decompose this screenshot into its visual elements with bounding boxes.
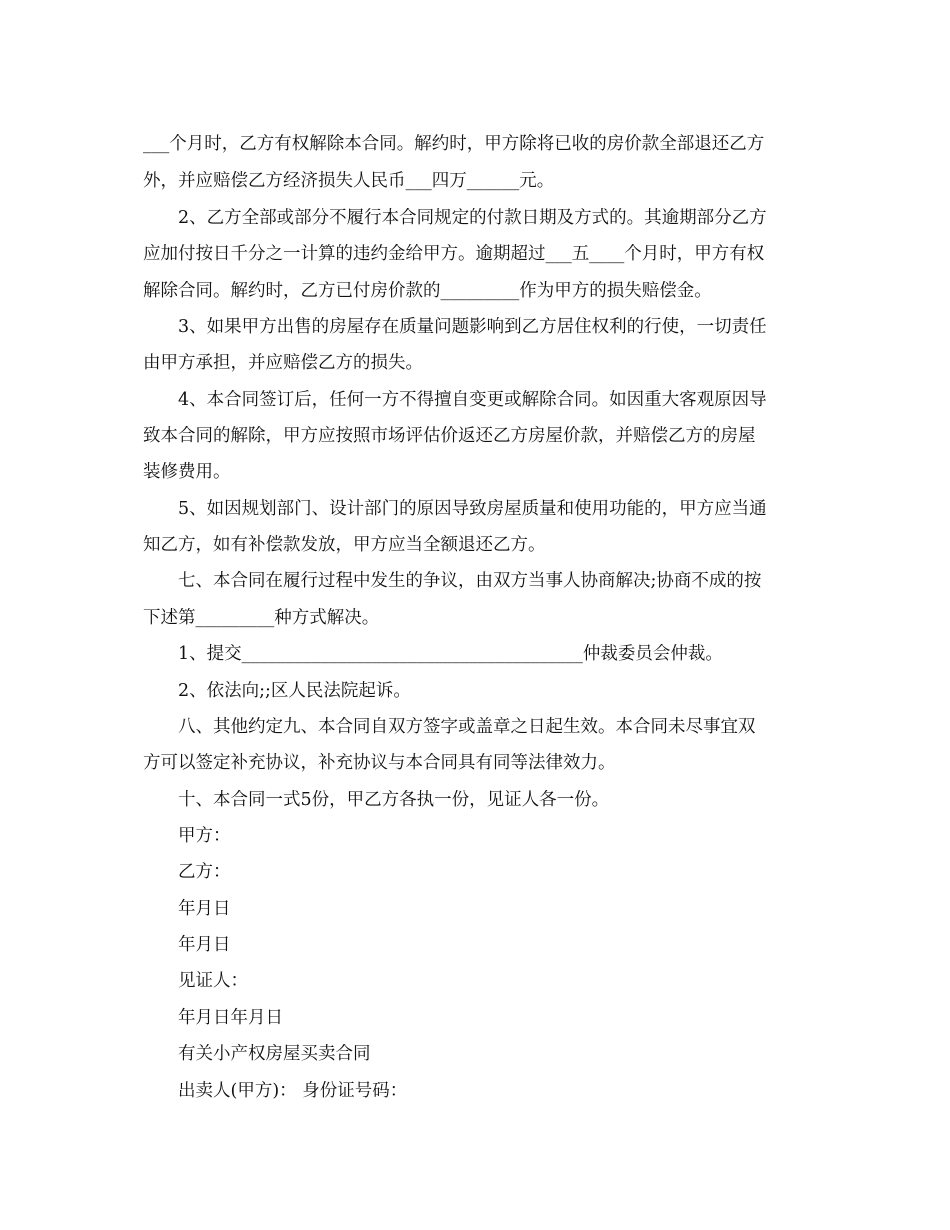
party-a-label: 甲方： [178,826,231,846]
text-line: 下述第_________种方式解决。 [143,608,380,628]
text-line: 知乙方，如有补偿款发放，甲方应当全额退还乙方。 [143,535,546,555]
text-line: 七、本合同在履行过程中发生的争议，由双方当事人协商解决;协商不成的按 [178,571,762,591]
contract-heading: 有关小产权房屋买卖合同 [178,1044,371,1064]
text-line: 装修费用。 [143,462,231,482]
text-line: 解除合同。解约时，乙方已付房价款的_________作为甲方的损失赔偿金。 [143,281,712,301]
date-line: 年月日年月日 [178,1008,283,1028]
seller-line: 出卖人(甲方)： 身份证号码： [178,1081,408,1101]
text-line: 2、依法向;;区人民法院起诉。 [178,681,411,701]
text-line: 致本合同的解除，甲方应按照市场评估价返还乙方房屋价款，并赔偿乙方的房屋 [143,426,756,446]
witness-label: 见证人： [178,971,248,991]
text-line: 方可以签定补充协议，补充协议与本合同具有同等法律效力。 [143,753,616,773]
text-line: 5、如因规划部门、设计部门的原因导致房屋质量和使用功能的，甲方应当通 [178,499,767,519]
text-line: 十、本合同一式5份，甲乙方各执一份，见证人各一份。 [178,790,610,810]
party-b-label: 乙方： [178,862,231,882]
text-line: ___个月时，乙方有权解除本合同。解约时，甲方除将已收的房价款全部退还乙方 [143,134,765,154]
text-line: 外，并应赔偿乙方经济损失人民币___四万______元。 [143,171,555,191]
text-line: 3、如果甲方出售的房屋存在质量问题影响到乙方居住权利的行使，一切责任 [178,317,767,337]
text-line: 应加付按日千分之一计算的违约金给甲方。逾期超过___五____个月时，甲方有权 [143,244,765,264]
text-line: 2、乙方全部或部分不履行本合同规定的付款日期及方式的。其逾期部分乙方 [178,208,767,228]
text-line: 八、其他约定九、本合同自双方签字或盖章之日起生效。本合同未尽事宜双 [178,717,756,737]
date-line: 年月日 [178,899,231,919]
date-line: 年月日 [178,935,231,955]
text-line: 由甲方承担，并应赔偿乙方的损失。 [143,353,423,373]
text-line: 4、本合同签订后，任何一方不得擅自变更或解除合同。如因重大客观原因导 [178,390,767,410]
text-line: 1、提交_______________________________________仲裁委员会仲裁。 [178,644,723,664]
